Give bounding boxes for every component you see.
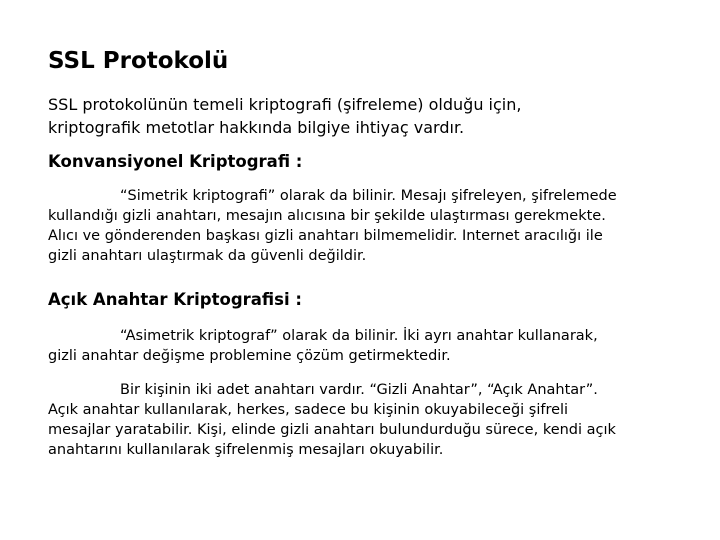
section-heading-public-key: Açık Anahtar Kriptografisi : bbox=[48, 290, 302, 309]
paragraph-line: “Asimetrik kriptograf” olarak da bilinir. İki ayrı anahtar kullanarak, bbox=[120, 328, 598, 344]
intro-line: kriptografik metotlar hakkında bilgiye ihtiyaç vardır. bbox=[48, 118, 465, 137]
paragraph-line: anahtarını kullanılarak şifrelenmiş mesajları okuyabilir. bbox=[48, 442, 444, 458]
paragraph-line: Bir kişinin iki adet anahtarı vardır. “Gizli Anahtar”, “Açık Anahtar”. bbox=[120, 382, 598, 398]
paragraph-line: gizli anahtarı ulaştırmak da güvenli değildir. bbox=[48, 248, 367, 264]
paragraph-line: “Simetrik kriptografi” olarak da bilinir. Mesajı şifreleyen, şifrelemede bbox=[120, 188, 617, 204]
conventional-paragraph bbox=[48, 186, 688, 266]
paragraph-line: kullandığı gizli anahtarı, mesajın alıcısına bir şekilde ulaştırması gerekmekte. bbox=[48, 208, 606, 224]
paragraph-line: Açık anahtar kullanılarak, herkes, sadece bu kişinin okuyabileceği şifreli bbox=[48, 402, 569, 418]
paragraph-line: mesajlar yaratabilir. Kişi, elinde gizli anahtarı bulundurduğu sürece, kendi açık bbox=[48, 422, 616, 438]
slide-title: SSL Protokolü bbox=[48, 48, 229, 74]
section-heading-conventional: Konvansiyonel Kriptografi : bbox=[48, 152, 303, 171]
public-key-paragraph-2 bbox=[48, 380, 688, 460]
intro-line: SSL protokolünün temeli kriptografi (şifreleme) olduğu için, bbox=[48, 95, 522, 114]
paragraph-line: Alıcı ve gönderenden başkası gizli anahtarı bilmemelidir. Internet aracılığı ile bbox=[48, 228, 603, 244]
public-key-paragraph-1 bbox=[48, 326, 688, 366]
paragraph-line: gizli anahtar değişme problemine çözüm getirmektedir. bbox=[48, 348, 451, 364]
intro-paragraph bbox=[48, 93, 688, 139]
